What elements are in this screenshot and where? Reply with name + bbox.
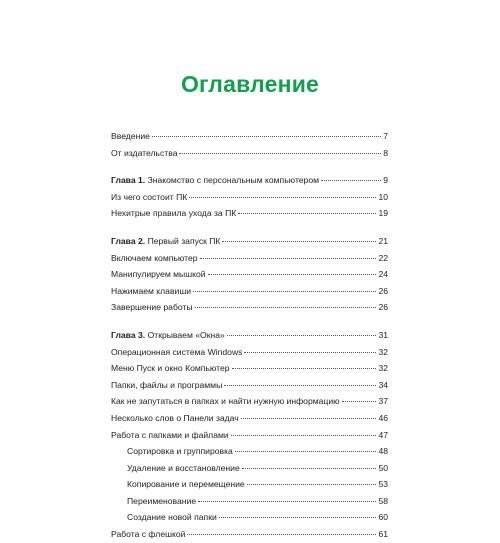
chapter-prefix: Глава 1. [111, 175, 146, 186]
toc-entry [111, 283, 388, 300]
page-number: 19 [378, 208, 388, 219]
entry-title: Создание новой папки [127, 512, 217, 523]
dot-leader [224, 385, 376, 386]
toc-entry [111, 205, 388, 222]
dot-leader [219, 517, 377, 518]
toc-entry [111, 427, 388, 444]
page-number: 48 [378, 446, 388, 457]
toc-entry [111, 393, 388, 410]
toc-entry [111, 360, 388, 377]
toc-entry [111, 266, 388, 283]
entry-title: Открываем «Окна» [145, 329, 225, 340]
toc-entry [111, 299, 388, 316]
dot-leader [242, 468, 377, 469]
page-number: 37 [378, 396, 388, 407]
toc-entry [111, 410, 388, 427]
table-of-contents [111, 128, 388, 543]
chapter-prefix: Глава 3. [111, 329, 146, 340]
page-number: 58 [378, 495, 388, 506]
entry-title: Работа с флешкой [111, 529, 186, 540]
dot-leader [231, 435, 377, 436]
dot-leader [232, 368, 377, 369]
entry-title: Операционная система Windows [111, 346, 243, 357]
entry-title: Завершение работы [111, 302, 193, 313]
dot-leader [241, 418, 377, 419]
dot-leader [189, 197, 376, 198]
page-number: 60 [378, 512, 388, 523]
entry-title: Копирование и перемещение [127, 479, 245, 490]
page-number: 47 [378, 429, 388, 440]
page-number: 22 [378, 252, 388, 263]
toc-chapter-entry [111, 172, 388, 189]
page-number: 26 [378, 285, 388, 296]
page-number: 10 [378, 191, 388, 202]
entry-title: Несколько слов о Панели задач [111, 412, 239, 423]
page-number: 32 [378, 363, 388, 374]
toc-entry [111, 526, 388, 543]
dot-leader [200, 258, 377, 259]
dot-leader [195, 307, 377, 308]
toc-entry [111, 128, 388, 145]
dot-leader [152, 136, 381, 137]
toc-entry [111, 250, 388, 267]
page-number: 31 [378, 329, 388, 340]
dot-leader [193, 291, 376, 292]
page-number: 46 [378, 412, 388, 423]
page-number: 26 [378, 302, 388, 313]
entry-title: Введение [111, 131, 150, 141]
page-number: 50 [378, 462, 388, 473]
toc-entry [111, 344, 388, 361]
entry-title: Меню Пуск и окно Компьютер [111, 363, 230, 374]
dot-leader [238, 213, 376, 214]
entry-title: От издательства [111, 147, 178, 158]
entry-title: Нажимаем клавиши [111, 285, 192, 296]
page-number: 9 [383, 175, 388, 186]
dot-leader [321, 180, 381, 181]
page-number: 8 [383, 147, 388, 158]
toc-chapter-entry [111, 233, 388, 250]
page-number: 7 [383, 131, 388, 141]
page-number: 24 [378, 269, 388, 280]
dot-leader [222, 241, 376, 242]
toc-subentry [111, 460, 388, 477]
toc-chapter-entry [111, 327, 388, 344]
toc-entry [111, 145, 388, 162]
dot-leader [247, 484, 377, 485]
dot-leader [187, 534, 376, 535]
toc-subentry [111, 476, 388, 493]
page-number: 32 [378, 346, 388, 357]
entry-title: Включаем компьютер [111, 252, 198, 263]
entry-title: Работа с папками и файлами [111, 429, 229, 440]
dot-leader [179, 153, 381, 154]
dot-leader [198, 501, 376, 502]
dot-leader [244, 352, 376, 353]
page-number: 21 [378, 235, 388, 246]
toc-entry [111, 377, 388, 394]
entry-title: Из чего состоит ПК [111, 191, 188, 202]
page-number: 34 [378, 379, 388, 390]
dot-leader [235, 451, 377, 452]
page-title: Оглавление [180, 71, 320, 97]
entry-title: Знакомство с персональным компьютером [145, 175, 320, 186]
toc-subentry [111, 509, 388, 526]
entry-title: Сортировка и группировка [127, 446, 233, 457]
dot-leader [227, 335, 377, 336]
entry-title: Нехитрые правила ухода за ПК [111, 208, 237, 219]
dot-leader [208, 274, 377, 275]
entry-title: Первый запуск ПК [145, 235, 221, 246]
entry-title: Переименование [127, 495, 197, 506]
page-number: 53 [378, 479, 388, 490]
toc-subentry [111, 493, 388, 510]
chapter-prefix: Глава 2. [111, 235, 146, 246]
entry-title: Как не запутаться в папках и найти нужную информацию [111, 396, 340, 407]
toc-subentry [111, 443, 388, 460]
entry-title: Папки, файлы и программы [111, 379, 223, 390]
dot-leader [342, 401, 377, 402]
entry-title: Удаление и восстановление [127, 462, 240, 473]
toc-entry [111, 189, 388, 206]
entry-title: Манипулируем мышкой [111, 269, 206, 280]
page-number: 61 [378, 529, 388, 540]
